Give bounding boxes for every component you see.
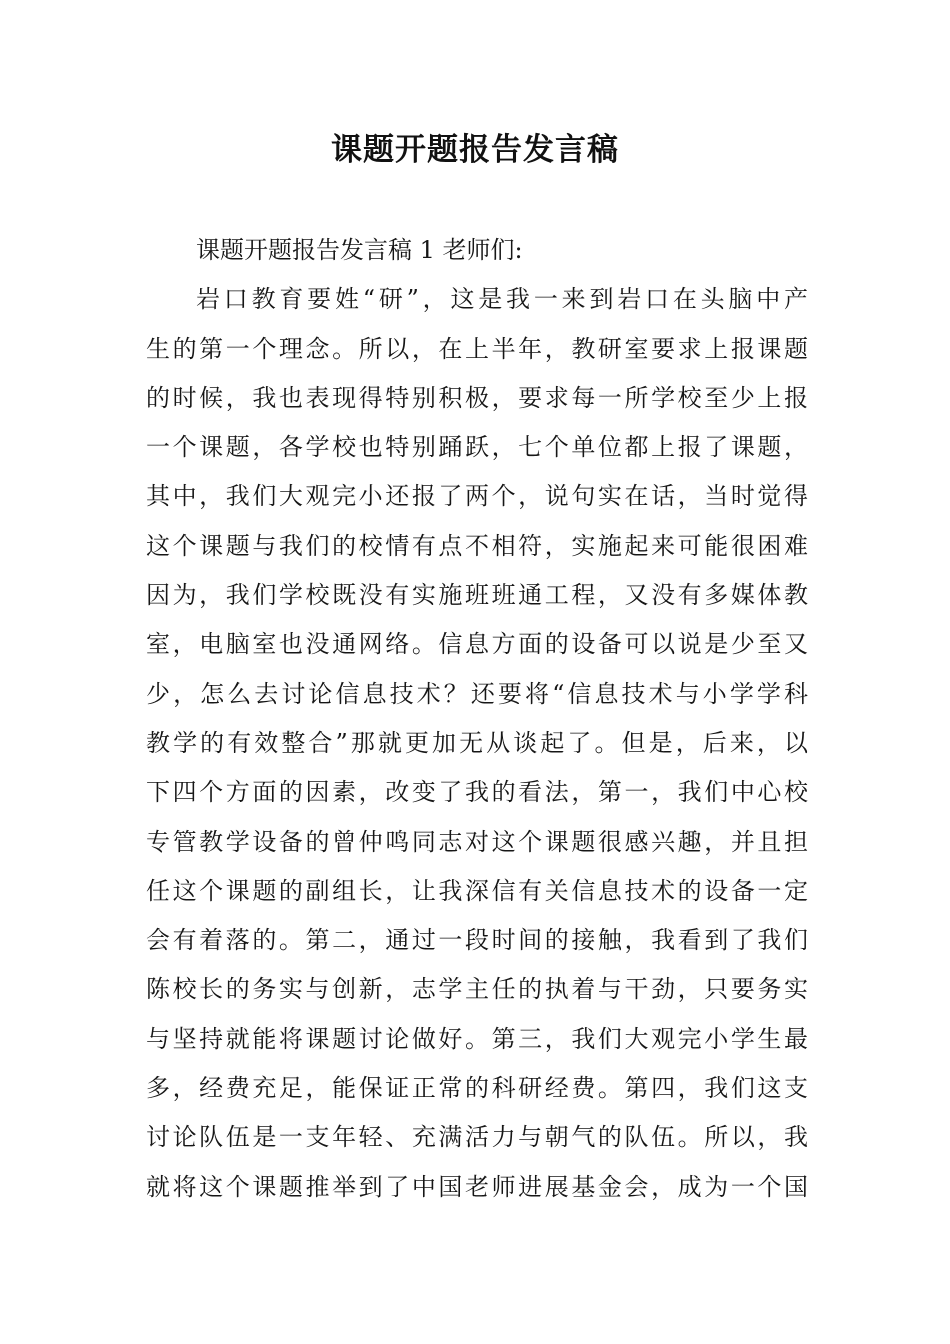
paragraph-line: 一个课题，各学校也特别踊跃，七个单位都上报了课题，: [146, 433, 808, 462]
paragraph-line: 下四个方面的因素，改变了我的看法，第一，我们中心校: [146, 778, 808, 807]
salutation-line: 课题开题报告发言稿 1 老师们:: [196, 236, 523, 264]
paragraph-line: 教学的有效整合”那就更加无从谈起了。但是，后来，以: [146, 728, 808, 757]
paragraph-line: 岩口教育要姓“研”，这是我一来到岩口在头脑中产: [196, 285, 808, 314]
paragraph-line: 陈校长的务实与创新，志学主任的执着与干劲，只要务实: [146, 975, 808, 1004]
paragraph-line: 专管教学设备的曾仲鸣同志对这个课题很感兴趣，并且担: [146, 827, 808, 856]
paragraph-line: 因为，我们学校既没有实施班班通工程，又没有多媒体教: [146, 581, 808, 610]
paragraph-line: 与坚持就能将课题讨论做好。第三，我们大观完小学生最: [146, 1024, 808, 1053]
paragraph-line: 多，经费充足，能保证正常的科研经费。第四，我们这支: [146, 1074, 808, 1103]
paragraph-line: 室，电脑室也没通网络。信息方面的设备可以说是少至又: [146, 630, 808, 659]
paragraph-line: 其中，我们大观完小还报了两个，说句实在话，当时觉得: [146, 482, 808, 511]
document-title: 课题开题报告发言稿: [331, 132, 619, 168]
paragraph-line: 任这个课题的副组长，让我深信有关信息技术的设备一定: [146, 876, 808, 905]
paragraph-line: 少，怎么去讨论信息技术？还要将“信息技术与小学学科: [146, 679, 808, 708]
document-body: [146, 226, 808, 1212]
paragraph-line: 会有着落的。第二，通过一段时间的接触，我看到了我们: [146, 926, 808, 955]
paragraph-line: 讨论队伍是一支年轻、充满活力与朝气的队伍。所以，我: [146, 1123, 808, 1152]
paragraph-line: 就将这个课题推举到了中国老师进展基金会，成为一个国: [146, 1172, 808, 1201]
paragraph-line: 这个课题与我们的校情有点不相符，实施起来可能很困难: [146, 531, 808, 560]
paragraph-line: 生的第一个理念。所以，在上半年，教研室要求上报课题: [146, 334, 808, 363]
paragraph-line: 的时候，我也表现得特别积极，要求每一所学校至少上报: [146, 383, 808, 412]
